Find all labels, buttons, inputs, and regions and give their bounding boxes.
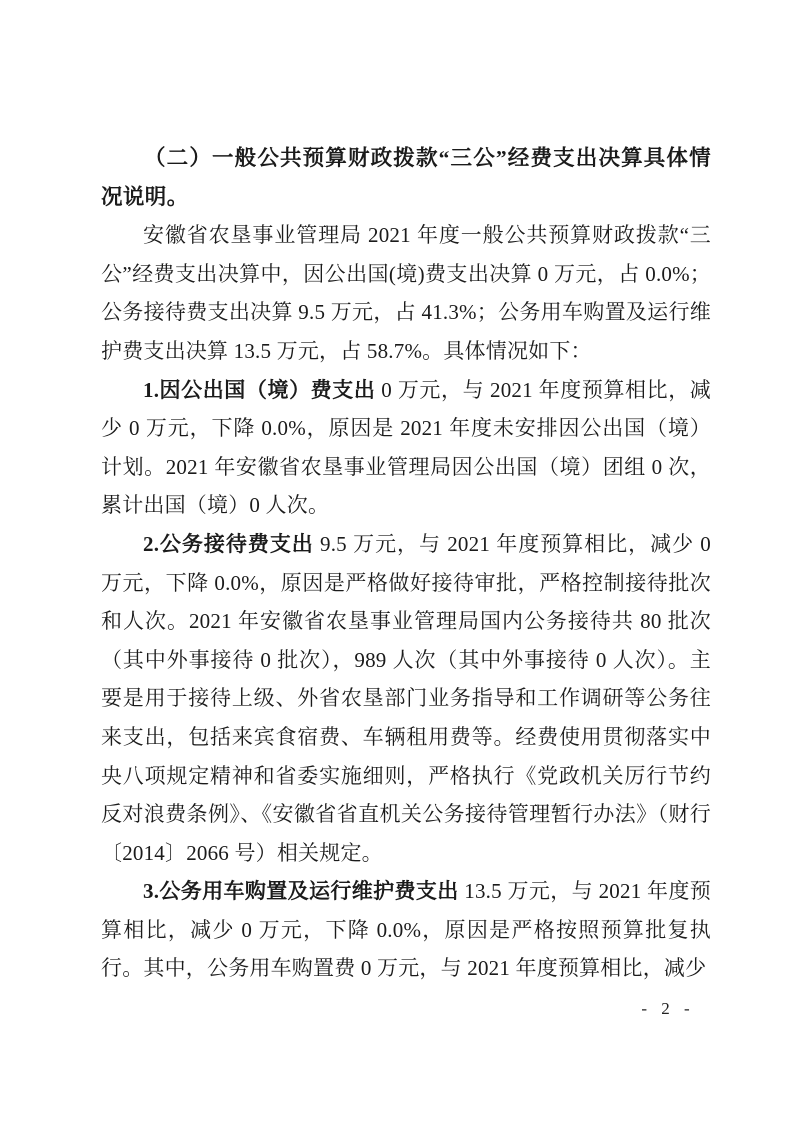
paragraph-text: 9.5 万元，与 2021 年度预算相比，减少 0 万元，下降 0.0%，原因是严格做好接待审批，严格控制接待批次和人次。2021 年安徽省农垦事业管理局国内公务接待共 80 批次（其中外事接待 0 批次），989 人次（其中外事接待 0 人次）。主要是用于接待上级、外省农垦部门业务指导和工作调研等公务往来支出，包括来宾食宿费、车辆租用费等。经费使用贯彻落实中央八项规定精神和省委实施细则，严格执行《党政机关厉行节约反对浪费条例》、《安徽省省直机关公务接待管理暂行办法》（财行〔2014〕2066 号）相关规定。	[101, 531, 711, 865]
paragraph-lead: 3.公务用车购置及运行维护费支出	[143, 879, 459, 904]
paragraph-vehicle-expense	[101, 872, 711, 988]
paragraph-abroad-expense	[101, 371, 711, 525]
paragraph-text: 安徽省农垦事业管理局 2021 年度一般公共预算财政拨款“三公”经费支出决算中，因公出国(境)费支出决算 0 万元，占 0.0%；公务接待费支出决算 9.5 万元，占 41.3%；公务用车购置及运行维护费支出决算 13.5 万元，占 58.7%。具体情况如下：	[101, 223, 711, 363]
paragraph-text: 0 万元，与 2021 年度预算相比，减少 0 万元，下降 0.0%，原因是 2021 年度未安排因公出国（境）计划。2021 年安徽省农垦事业管理局因公出国（境）团组 0 次，累计出国（境）0 人次。	[101, 377, 712, 518]
page-number: - 2 -	[641, 999, 695, 1018]
section-heading: （二）一般公共预算财政拨款“三公”经费支出决算具体情况说明。	[101, 146, 711, 209]
paragraph-reception-expense	[101, 525, 711, 872]
paragraph-lead: 1.因公出国（境）费支出	[143, 377, 376, 402]
paragraph-lead: 2.公务接待费支出	[143, 531, 314, 556]
paragraph-intro	[101, 216, 711, 370]
document-body	[101, 139, 711, 988]
paragraph-text: 13.5 万元，与 2021 年度预算相比，减少 0 万元，下降 0.0%，原因是严格按照预算批复执行。其中，公务用车购置费 0 万元，与 2021 年度预算相比，减少	[101, 879, 711, 981]
